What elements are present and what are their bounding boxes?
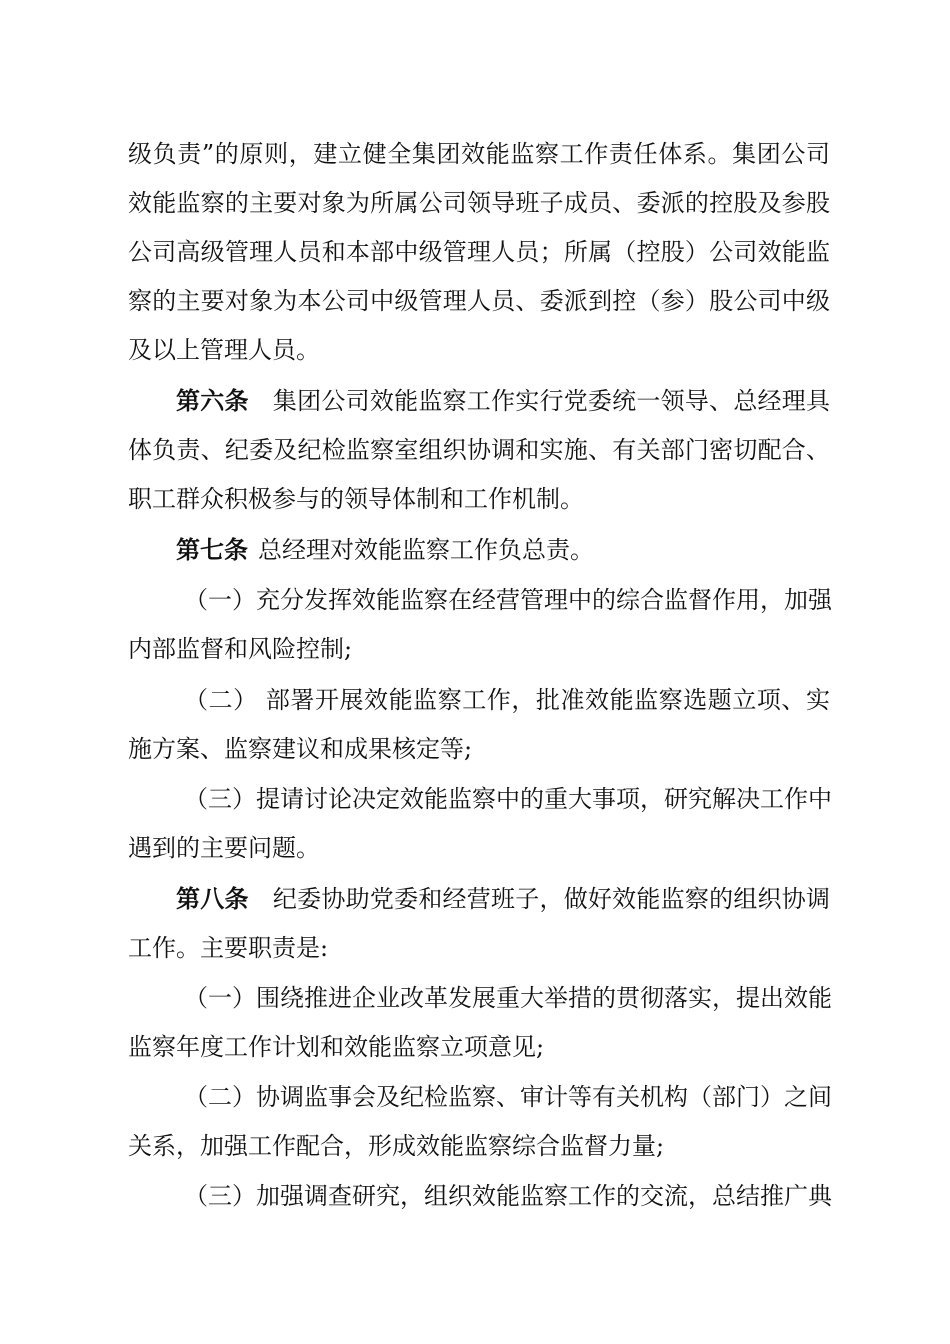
article-6-text: 集团公司效能监察工作实行党委统一领导、总经理具	[272, 387, 831, 415]
list-item-line: （一）充分发挥效能监察在经营管理中的综合监督作用，加强	[184, 586, 832, 614]
paragraph-line: 遇到的主要问题。	[128, 834, 320, 862]
article-7-text: 总经理对效能监察工作负总责。	[258, 536, 594, 564]
paragraph-line: 监察年度工作计划和效能监察立项意见;	[128, 1033, 545, 1061]
list-item-line: （二）协调监事会及纪检监察、审计等有关机构（部门）之间	[184, 1083, 832, 1111]
paragraph-line: 效能监察的主要对象为所属公司领导班子成员、委派的控股及参股	[128, 189, 830, 217]
article-6-line	[176, 381, 830, 421]
list-item-line: （三）提请讨论决定效能监察中的重大事项，研究解决工作中	[184, 785, 832, 813]
paragraph-line: 级负责”的原则，建立健全集团效能监察工作责任体系。集团公司	[128, 140, 830, 168]
paragraph-line: 体负责、纪委及纪检监察室组织协调和实施、有关部门密切配合、	[128, 436, 830, 464]
paragraph-line: 关系，加强工作配合，形成效能监察综合监督力量;	[128, 1132, 665, 1160]
paragraph-line: 公司高级管理人员和本部中级管理人员；所属（控股）公司效能监	[128, 238, 830, 266]
list-item-line: （一）围绕推进企业改革发展重大举措的贯彻落实，提出效能	[184, 984, 832, 1012]
paragraph-line: 职工群众积极参与的领导体制和工作机制。	[128, 485, 584, 513]
article-6-label: 第六条	[176, 387, 249, 415]
paragraph-line: 察的主要对象为本公司中级管理人员、委派到控（参）股公司中级	[128, 287, 830, 315]
paragraph-line: 及以上管理人员。	[128, 336, 320, 364]
paragraph-line: 施方案、监察建议和成果核定等;	[128, 735, 473, 763]
paragraph-line: 内部监督和风险控制;	[128, 635, 353, 663]
article-8-label: 第八条	[176, 885, 249, 913]
article-7-label: 第七条	[176, 536, 248, 564]
article-8-line	[176, 879, 830, 919]
list-item-line: （二） 部署开展效能监察工作，批准效能监察选题立项、实	[184, 686, 830, 714]
paragraph-line: 工作。主要职责是:	[128, 934, 329, 962]
list-item-line: （三）加强调查研究，组织效能监察工作的交流，总结推广典	[184, 1182, 832, 1210]
article-7-line	[176, 530, 830, 570]
article-8-text: 纪委协助党委和经营班子，做好效能监察的组织协调	[272, 885, 831, 913]
